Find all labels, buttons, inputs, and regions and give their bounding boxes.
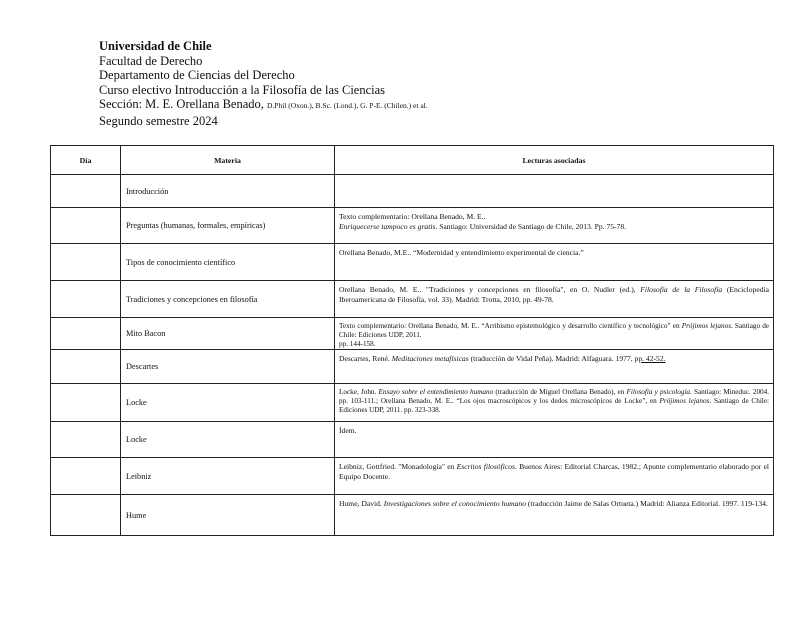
cell-lecturas: Descartes, René. Meditaciones metafísicas (traducción de Vidal Peña). Madrid: Alfaguara. 1977, pp. 42-52. bbox=[335, 350, 774, 384]
header-materia: Materia bbox=[121, 146, 335, 175]
header-dia: Día bbox=[51, 146, 121, 175]
cell-materia: Descartes bbox=[121, 350, 335, 384]
table-row bbox=[51, 281, 774, 318]
section-line bbox=[99, 97, 428, 114]
cell-dia bbox=[51, 384, 121, 422]
cell-lecturas: Orellana Benado, M. E.. "Tradiciones y concepciones en filosofía", en O. Nudler (ed.), Filosofía de la Filosofía (Enciclopedia Iberoamericana de Filosofía, vol. 33). Madrid: Trotta, 2010, pp. 49-78. bbox=[335, 281, 774, 318]
document-header bbox=[99, 39, 428, 129]
cell-dia bbox=[51, 458, 121, 495]
cell-dia bbox=[51, 318, 121, 350]
cell-lecturas: Ídem. bbox=[335, 422, 774, 458]
header-lecturas: Lecturas asociadas bbox=[335, 146, 774, 175]
table-row bbox=[51, 458, 774, 495]
cell-lecturas: Texto complementario: Orellana Benado, M. E.. Enriquecerse tampoco es gratis. Santiago: Universidad de Santiago de Chile, 2013. Pp. 75-78. bbox=[335, 208, 774, 244]
section-degrees: D.Phil (Oxon.), B.Sc. (Lond.), G. P-E. (Chilen.) et al. bbox=[267, 101, 428, 111]
course-name: Curso electivo Introducción a la Filosofía de las Ciencias bbox=[99, 82, 386, 97]
cell-lecturas: Locke, John. Ensayo sobre el entendimiento humano (traducción de Miguel Orellana Benado), en Filosofía y psicología. Santiago: Mineduc. 2004. pp. 103-111.; Orellana Benado, M. E.. “Los ojos macroscópicos y los dedos microscópicos de Locke”, en Prójimos lejanos. Santiago de Chile: Ediciones UDP, 2011. pp. 323-338. bbox=[335, 384, 774, 422]
cell-dia bbox=[51, 175, 121, 208]
cell-materia: Introducción bbox=[121, 175, 335, 208]
cell-materia: Tradiciones y concepciones en filosofía bbox=[121, 281, 335, 318]
cell-lecturas: Orellana Benado, M.E.. “Modernidad y entendimiento experimental de ciencia.” bbox=[335, 244, 774, 281]
cell-lecturas bbox=[335, 175, 774, 208]
schedule-table bbox=[50, 145, 774, 536]
table-row bbox=[51, 422, 774, 458]
cell-materia: Leibniz bbox=[121, 458, 335, 495]
cell-materia: Preguntas (humanas, formales, empíricas) bbox=[121, 208, 335, 244]
cell-dia bbox=[51, 422, 121, 458]
cell-dia bbox=[51, 208, 121, 244]
cell-dia bbox=[51, 350, 121, 384]
cell-materia: Hume bbox=[121, 495, 335, 536]
cell-materia: Locke bbox=[121, 422, 335, 458]
cell-materia: Mito Bacon bbox=[121, 318, 335, 350]
table-row bbox=[51, 350, 774, 384]
department-name: Departamento de Ciencias del Derecho bbox=[99, 68, 295, 83]
table-row bbox=[51, 495, 774, 536]
table-row bbox=[51, 384, 774, 422]
table-row bbox=[51, 318, 774, 350]
cell-dia bbox=[51, 495, 121, 536]
cell-materia: Locke bbox=[121, 384, 335, 422]
cell-dia bbox=[51, 281, 121, 318]
table-row bbox=[51, 175, 774, 208]
faculty-name: Facultad de Derecho bbox=[99, 53, 203, 68]
table-row bbox=[51, 244, 774, 281]
cell-materia: Tipos de conocimiento científico bbox=[121, 244, 335, 281]
cell-dia bbox=[51, 244, 121, 281]
cell-lecturas: Hume, David. Investigaciones sobre el conocimiento humano (traducción Jaime de Salas Ortueta.) Madrid: Alianza Editorial. 1997. 119-134. bbox=[335, 495, 774, 536]
semester: Segundo semestre 2024 bbox=[99, 113, 218, 128]
cell-lecturas: Texto complementario: Orellana Benado, M. E.. “Arribismo epistemológico y desarrollo científico y tecnológico” en Prójimos lejanos. Santiago de Chile: Ediciones UDP, 2011. pp. 144-158. bbox=[335, 318, 774, 350]
table-row bbox=[51, 208, 774, 244]
section-label: Sección: M. E. Orellana Benado, bbox=[99, 97, 264, 112]
institution-name: Universidad de Chile bbox=[99, 39, 212, 53]
table-header-row bbox=[51, 146, 774, 175]
cell-lecturas: Leibniz, Gottfried. "Monadología" en Escritos filosóficos. Buenos Aires: Editorial Charcas, 1982.; Apunte complementario elaborado por el Equipo Docente. bbox=[335, 458, 774, 495]
